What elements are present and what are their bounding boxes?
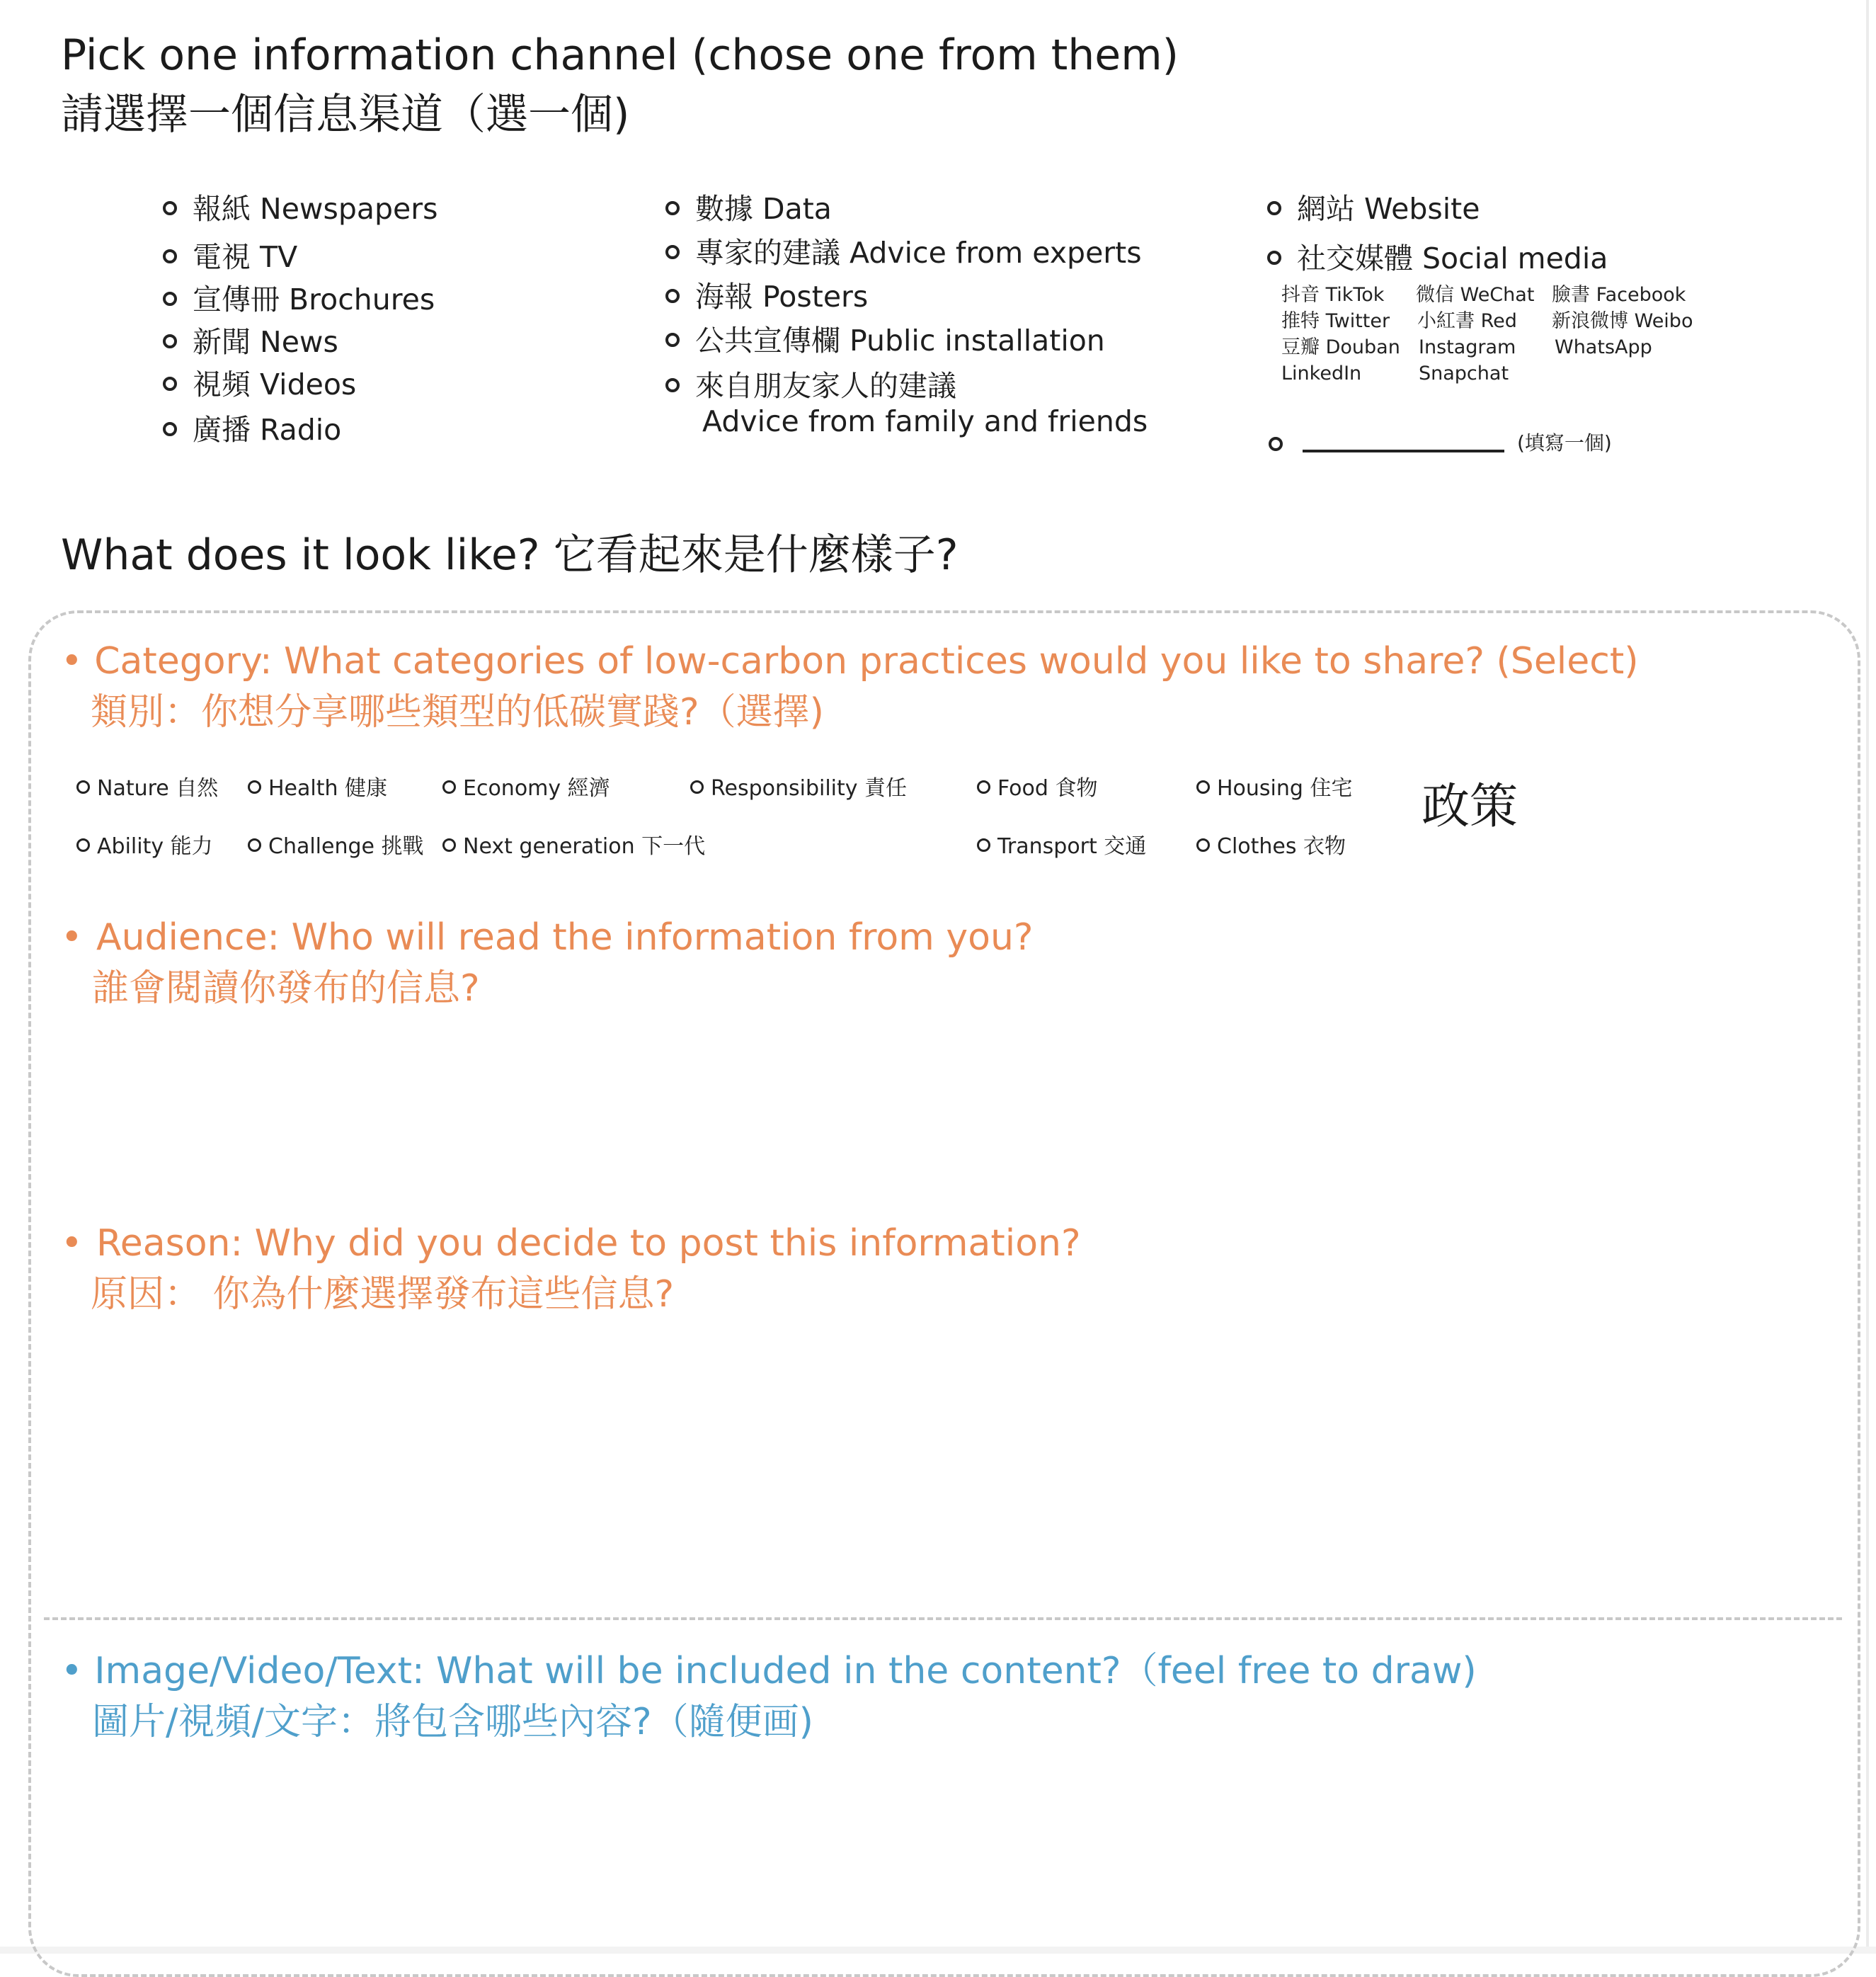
fill-in-hint: (填寫一個) <box>1517 431 1612 455</box>
category-option[interactable]: Nature 自然 <box>76 775 218 803</box>
social-media-item: LinkedIn <box>1281 363 1362 384</box>
page-right-edge <box>1866 0 1869 1954</box>
channel-option[interactable]: 報紙 Newspapers <box>163 191 437 227</box>
radio-circle-icon[interactable] <box>1269 437 1283 451</box>
look-heading: What does it look like? 它看起來是什麼樣子? <box>61 530 959 580</box>
radio-circle-icon[interactable] <box>665 245 680 259</box>
content-question-zh: 圖片/視頻/文字：將包含哪些內容?（隨便画) <box>92 1701 813 1743</box>
category-option[interactable]: Food 食物 <box>977 775 1097 803</box>
radio-circle-icon[interactable] <box>1267 251 1281 265</box>
social-media-item: 小紅書 Red <box>1417 310 1517 332</box>
category-option[interactable]: Housing 住宅 <box>1196 775 1352 803</box>
handwritten-policy-note: 政策 <box>1422 779 1518 835</box>
reason-question-zh: 原因： 你為什麼選擇發布這些信息? <box>91 1273 675 1316</box>
radio-circle-icon[interactable] <box>665 289 680 303</box>
category-option[interactable]: Challenge 挑戰 <box>248 833 424 861</box>
channel-option[interactable]: 宣傳冊 Brochures <box>163 282 435 317</box>
social-media-item: WhatsApp <box>1555 336 1652 358</box>
social-media-item: 新浪微博 Weibo <box>1552 310 1693 332</box>
channel-option[interactable]: 數據 Data <box>665 191 832 227</box>
radio-circle-icon[interactable] <box>163 249 177 263</box>
radio-circle-icon[interactable] <box>665 333 680 347</box>
social-media-item: Instagram <box>1419 336 1516 358</box>
channel-heading-en: Pick one information channel (chose one from them) <box>61 30 1179 80</box>
channel-option[interactable]: 專家的建議 Advice from experts <box>665 235 1142 270</box>
radio-circle-icon[interactable] <box>76 838 90 852</box>
social-media-item: 微信 WeChat <box>1416 284 1535 306</box>
radio-circle-icon[interactable] <box>248 780 261 794</box>
radio-circle-icon[interactable] <box>1196 780 1210 794</box>
channel-option[interactable]: 海報 Posters <box>665 279 868 314</box>
audience-question-en: Audience: Who will read the information from you? <box>96 916 1034 959</box>
channel-option[interactable]: 視頻 Videos <box>163 367 356 402</box>
social-media-item: 臉書 Facebook <box>1552 284 1686 306</box>
radio-circle-icon[interactable] <box>163 292 177 306</box>
radio-circle-icon[interactable] <box>977 838 990 852</box>
category-option[interactable]: Responsibility 責任 <box>690 775 907 803</box>
audience-bullet: • <box>61 916 83 959</box>
category-option[interactable]: Ability 能力 <box>76 833 213 861</box>
radio-circle-icon[interactable] <box>977 780 990 794</box>
category-question-zh: 類別：你想分享哪些類型的低碳實踐?（選擇) <box>91 691 824 734</box>
category-question-en: • Category: What categories of low-carbon practices would you like to share? (Select) <box>61 640 1639 683</box>
social-media-item: 推特 Twitter <box>1281 310 1390 332</box>
radio-circle-icon[interactable] <box>163 377 177 391</box>
reason-question-en: Reason: Why did you decide to post this information? <box>96 1222 1081 1265</box>
category-option[interactable]: Economy 經濟 <box>442 775 610 803</box>
channel-option[interactable]: 來自朋友家人的建議 <box>665 368 956 404</box>
radio-circle-icon[interactable] <box>690 780 704 794</box>
radio-circle-icon[interactable] <box>76 780 90 794</box>
radio-circle-icon[interactable] <box>163 422 177 436</box>
audience-question-zh: 誰會閱讀你發布的信息? <box>92 967 480 1010</box>
answer-area-divider <box>44 1617 1842 1620</box>
radio-circle-icon[interactable] <box>163 201 177 215</box>
radio-circle-icon[interactable] <box>442 780 456 794</box>
radio-circle-icon[interactable] <box>1267 201 1281 215</box>
social-media-item: 抖音 TikTok <box>1281 284 1385 306</box>
reason-bullet: • <box>61 1222 83 1265</box>
category-option[interactable]: Clothes 衣物 <box>1196 833 1346 861</box>
category-option[interactable]: Next generation 下一代 <box>442 833 705 861</box>
social-media-item: 豆瓣 Douban <box>1281 336 1400 358</box>
channel-option[interactable]: 社交媒體 Social media <box>1267 241 1608 276</box>
radio-circle-icon[interactable] <box>163 334 177 348</box>
channel-option[interactable]: 電視 TV <box>163 239 297 275</box>
channel-option[interactable]: 廣播 Radio <box>163 412 341 448</box>
radio-circle-icon[interactable] <box>442 838 456 852</box>
radio-circle-icon[interactable] <box>248 838 261 852</box>
channel-option[interactable]: 網站 Website <box>1267 191 1480 227</box>
category-option[interactable]: Health 健康 <box>248 775 387 803</box>
channel-heading-zh: 請選擇一個信息渠道（選一個) <box>61 90 630 139</box>
fill-in-blank-line[interactable] <box>1303 450 1504 452</box>
channel-option-subline: Advice from family and friends <box>702 404 1148 438</box>
category-option[interactable]: Transport 交通 <box>977 833 1146 861</box>
radio-circle-icon[interactable] <box>1196 838 1210 852</box>
radio-circle-icon[interactable] <box>665 201 680 215</box>
social-media-item: Snapchat <box>1419 363 1509 384</box>
content-question-en: • Image/Video/Text: What will be included in the content?（feel free to draw) <box>61 1650 1477 1692</box>
channel-option[interactable]: 公共宣傳欄 Public installation <box>665 323 1105 358</box>
channel-option[interactable]: 新聞 News <box>163 324 338 360</box>
radio-circle-icon[interactable] <box>665 378 680 392</box>
